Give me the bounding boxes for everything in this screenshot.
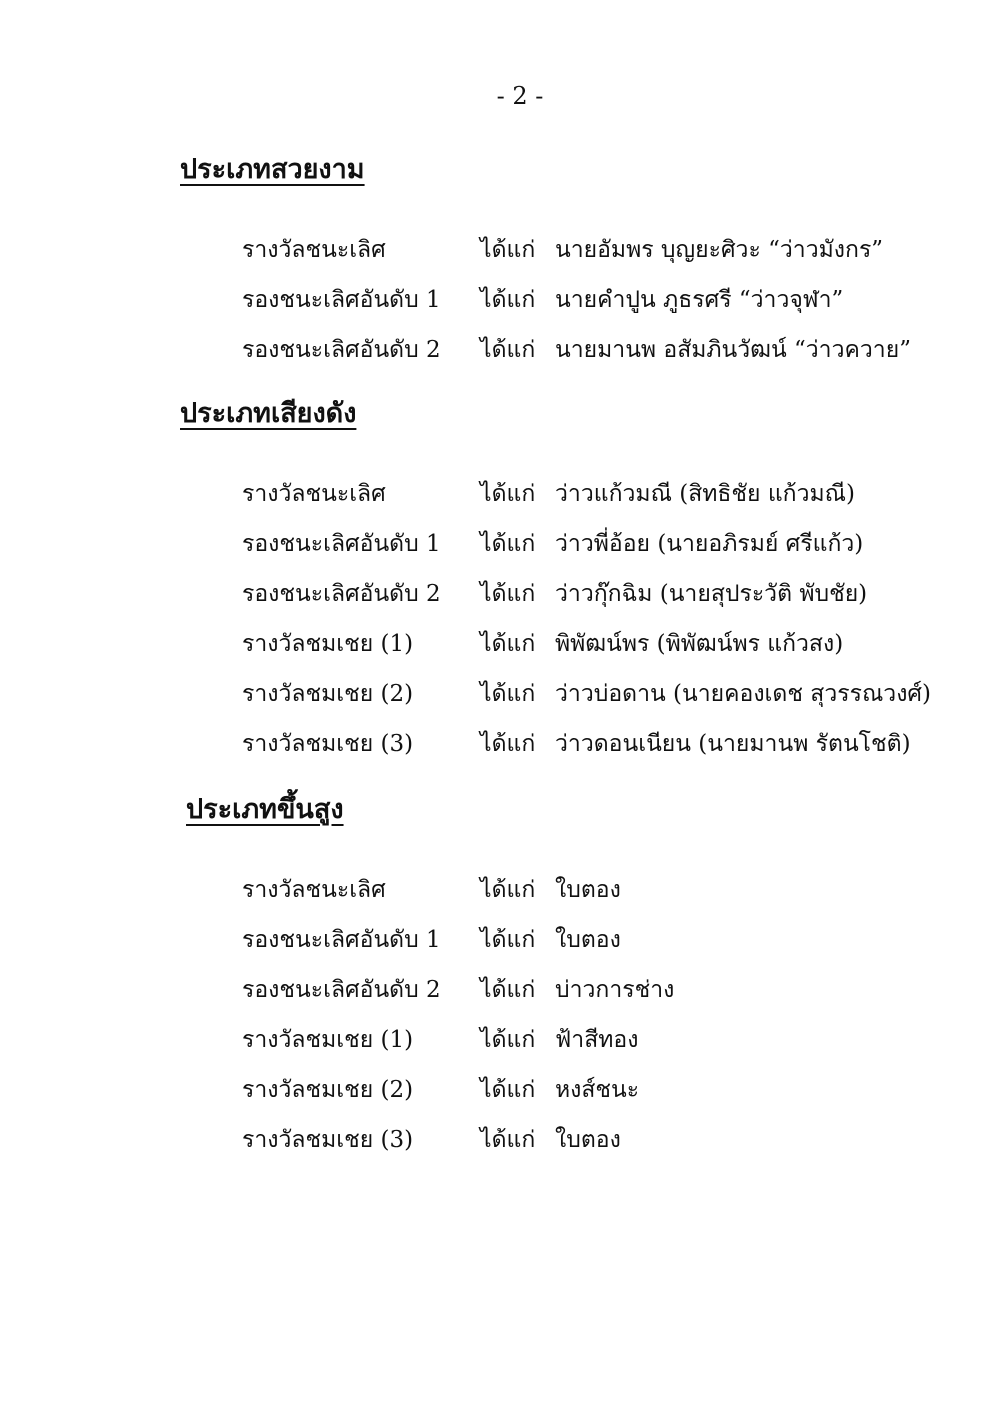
award-row — [180, 278, 960, 328]
winner-name: ว่าวพี่อ้อย (นายอภิรมย์ ศรีแก้ว) — [555, 531, 864, 557]
award-name: รางวัลชนะเลิศ — [242, 877, 386, 903]
winner-name: ว่าวบ่อดาน (นายคองเดช สุวรรณวงศ์) — [555, 681, 931, 707]
award-row — [180, 918, 966, 968]
winner-name: ฟ้าสีทอง — [555, 1027, 639, 1053]
awarded-to-label: ได้แก่ — [480, 1127, 536, 1153]
award-list — [180, 228, 960, 378]
winner-name: ว่าวแก้วมณี (สิทธิชัย แก้วมณี) — [555, 481, 855, 507]
award-row — [180, 228, 960, 278]
award-name: รางวัลชนะเลิศ — [242, 237, 386, 263]
award-row — [180, 672, 960, 722]
awarded-to-label: ได้แก่ — [480, 731, 536, 757]
winner-name: ว่าวดอนเนียน (นายมานพ รัตนโชติ) — [555, 731, 911, 757]
award-name: รางวัลชมเชย (2) — [242, 1077, 414, 1103]
awarded-to-label: ได้แก่ — [480, 481, 536, 507]
section-loud-sound — [180, 394, 960, 772]
award-list — [180, 472, 960, 772]
winner-name: ใบตอง — [555, 877, 621, 903]
award-name: รางวัลชมเชย (3) — [242, 1127, 414, 1153]
winner-name: หงส์ชนะ — [555, 1077, 640, 1103]
award-name: รางวัลชมเชย (2) — [242, 681, 414, 707]
award-row — [180, 328, 960, 378]
winner-name: ใบตอง — [555, 1127, 621, 1153]
award-name: รางวัลชมเชย (3) — [242, 731, 414, 757]
award-name: รองชนะเลิศอันดับ 1 — [242, 531, 441, 557]
awarded-to-label: ได้แก่ — [480, 927, 536, 953]
awarded-to-label: ได้แก่ — [480, 287, 536, 313]
award-name: รางวัลชมเชย (1) — [242, 1027, 414, 1053]
awarded-to-label: ได้แก่ — [480, 631, 536, 657]
awarded-to-label: ได้แก่ — [480, 977, 536, 1003]
award-name: รางวัลชมเชย (1) — [242, 631, 414, 657]
award-row — [180, 722, 960, 772]
section-title: ประเภทขึ้นสูง — [186, 794, 344, 825]
winner-name: นายมานพ อสัมภินวัฒน์ “ว่าวควาย” — [555, 337, 911, 363]
awarded-to-label: ได้แก่ — [480, 237, 536, 263]
award-row — [180, 968, 966, 1018]
awarded-to-label: ได้แก่ — [480, 581, 536, 607]
awarded-to-label: ได้แก่ — [480, 337, 536, 363]
awarded-to-label: ได้แก่ — [480, 1077, 536, 1103]
awarded-to-label: ได้แก่ — [480, 681, 536, 707]
award-row — [180, 572, 960, 622]
winner-name: นายคำปูน ภูธรศรี “ว่าวจุฬา” — [555, 287, 844, 313]
winner-name: ว่าวกุ๊กฉิม (นายสุประวัติ พับชัย) — [555, 581, 868, 607]
winner-name: พิพัฒน์พร (พิพัฒน์พร แก้วสง) — [555, 631, 844, 657]
section-beauty — [180, 150, 960, 378]
winner-name: นายอัมพร บุญยะศิวะ “ว่าวมังกร” — [555, 237, 884, 263]
winner-name: บ่าวการช่าง — [555, 977, 675, 1003]
award-row — [180, 472, 960, 522]
award-row — [180, 1068, 966, 1118]
page-number: - 2 - — [496, 82, 544, 110]
award-name: รางวัลชนะเลิศ — [242, 481, 386, 507]
award-name: รองชนะเลิศอันดับ 2 — [242, 977, 441, 1003]
award-name: รองชนะเลิศอันดับ 1 — [242, 927, 441, 953]
section-title: ประเภทเสียงดัง — [180, 398, 357, 429]
awarded-to-label: ได้แก่ — [480, 531, 536, 557]
award-name: รองชนะเลิศอันดับ 2 — [242, 581, 441, 607]
awarded-to-label: ได้แก่ — [480, 877, 536, 903]
award-row — [180, 868, 966, 918]
awarded-to-label: ได้แก่ — [480, 1027, 536, 1053]
winner-name: ใบตอง — [555, 927, 621, 953]
award-row — [180, 622, 960, 672]
award-name: รองชนะเลิศอันดับ 2 — [242, 337, 441, 363]
award-list — [180, 868, 966, 1168]
section-high-flying — [186, 790, 966, 1168]
award-name: รองชนะเลิศอันดับ 1 — [242, 287, 441, 313]
section-title: ประเภทสวยงาม — [180, 154, 365, 185]
award-row — [180, 1018, 966, 1068]
award-row — [180, 1118, 966, 1168]
award-row — [180, 522, 960, 572]
